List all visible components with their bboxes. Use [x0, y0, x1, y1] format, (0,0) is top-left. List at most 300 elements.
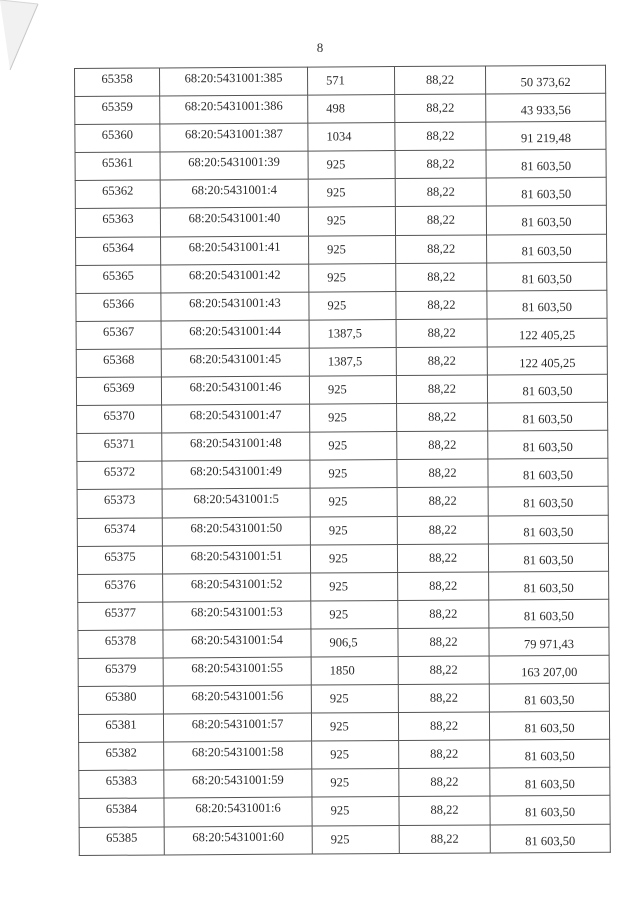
value-cell: [488, 459, 608, 488]
value-cell: [487, 346, 607, 375]
value-cell-text: 81 603,50: [522, 468, 574, 483]
area-cell: [311, 600, 398, 629]
value-cell-text: 43 933,56: [520, 103, 571, 118]
rate-cell: [396, 263, 487, 292]
cadastral-number-cell: [164, 797, 312, 826]
area-cell-text: 925: [327, 241, 346, 257]
row-number-cell: [77, 489, 162, 518]
table-row: [75, 150, 606, 181]
area-cell-text: 925: [326, 185, 346, 200]
table-row: [78, 571, 609, 602]
value-cell-text: 81 603,50: [523, 552, 574, 567]
value-cell-text: 79 971,43: [523, 636, 575, 652]
value-cell-text: 81 603,50: [524, 777, 575, 792]
area-cell: [307, 67, 394, 96]
value-cell: [487, 234, 607, 263]
rate-cell-text: 88,22: [427, 381, 457, 396]
value-cell-text: 81 603,50: [521, 271, 572, 286]
area-cell: [310, 460, 397, 489]
cadastral-number-cell: [160, 151, 308, 180]
cadastral-number-cell-text: 68:20:5431001:44: [189, 323, 281, 339]
cadastral-number-cell: [161, 236, 309, 265]
area-cell: [308, 95, 395, 124]
rate-cell-text: 88,22: [426, 128, 455, 144]
value-cell-text: 50 373,62: [520, 74, 571, 90]
rate-cell-text: 88,22: [428, 522, 457, 537]
value-cell-text: 81 603,50: [521, 215, 572, 230]
cadastral-number-cell-text: 68:20:5431001:40: [188, 211, 281, 226]
area-cell-text: 925: [329, 719, 349, 734]
area-cell: [308, 207, 395, 236]
rate-cell: [398, 684, 489, 713]
area-cell-text: 925: [330, 831, 350, 846]
row-number-cell: [76, 321, 161, 350]
rate-cell: [398, 656, 489, 685]
row-number-cell: [77, 461, 162, 490]
row-number-cell-text: 65368: [103, 352, 135, 367]
value-cell-text: 81 603,50: [525, 833, 576, 848]
table-row: [78, 655, 609, 686]
value-cell-text: 81 603,50: [524, 749, 575, 764]
cadastral-number-cell-text: 68:20:5431001:55: [191, 660, 284, 676]
row-number-cell: [79, 742, 164, 771]
area-cell: [311, 572, 398, 601]
rate-cell-text: 88,22: [427, 297, 456, 312]
rate-cell-text: 88,22: [425, 72, 455, 87]
area-cell: [309, 263, 396, 292]
table-row: [77, 543, 608, 574]
row-number-cell: [75, 124, 160, 153]
row-number-cell: [77, 546, 162, 575]
rate-cell: [396, 347, 487, 376]
area-cell-text: 925: [330, 747, 349, 762]
rate-cell: [397, 403, 488, 432]
value-cell-text: 81 603,50: [523, 608, 574, 624]
rate-cell-text: 88,22: [428, 409, 457, 424]
area-cell: [308, 179, 395, 208]
cadastral-number-cell-text: 68:20:5431001:52: [190, 576, 283, 591]
rate-cell-text: 88,22: [427, 325, 456, 340]
land-plot-table-body: [75, 65, 611, 855]
cadastral-number-cell-text: 68:20:5431001:386: [184, 98, 283, 114]
area-cell-text: 925: [329, 607, 349, 622]
cadastral-number-cell: [164, 741, 312, 770]
cadastral-number-cell: [163, 629, 311, 658]
value-cell-text: 81 603,50: [522, 440, 573, 455]
area-cell-text: 925: [328, 550, 348, 566]
row-number-cell-text: 65373: [103, 493, 136, 508]
cadastral-number-cell: [161, 292, 309, 321]
row-number-cell: [77, 433, 162, 462]
rate-cell-text: 88,22: [430, 803, 459, 818]
rate-cell: [395, 178, 486, 207]
area-cell-text: 925: [326, 213, 346, 228]
rate-cell: [395, 94, 486, 123]
table-row: [75, 121, 606, 152]
row-number-cell-text: 65385: [106, 830, 138, 845]
table-row: [79, 796, 610, 827]
value-cell: [486, 206, 606, 235]
row-number-cell-text: 65382: [105, 745, 137, 761]
row-number-cell-text: 65375: [104, 549, 136, 564]
table-row: [76, 290, 607, 321]
area-cell: [311, 685, 398, 714]
value-cell: [489, 599, 609, 628]
value-cell: [488, 487, 608, 516]
row-number-cell-text: 65364: [102, 240, 134, 255]
value-cell-text: 122 405,25: [519, 355, 576, 371]
cadastral-number-cell: [160, 179, 308, 208]
row-number-cell-text: 65380: [105, 689, 137, 704]
area-cell: [310, 516, 397, 545]
cadastral-number-cell-text: 68:20:5431001:54: [191, 632, 283, 648]
area-cell: [309, 291, 396, 320]
area-cell-text: 1034: [326, 129, 352, 144]
row-number-cell: [75, 152, 160, 181]
row-number-cell-text: 65369: [103, 380, 135, 395]
row-number-cell-text: 65378: [104, 633, 137, 648]
cadastral-number-cell-text: 68:20:5431001:43: [189, 295, 281, 311]
value-cell: [489, 683, 609, 712]
area-cell: [312, 825, 399, 854]
row-number-cell-text: 65358: [101, 71, 133, 86]
area-cell: [308, 123, 395, 152]
value-cell: [487, 318, 607, 347]
value-cell-text: 81 603,50: [523, 580, 574, 595]
value-cell: [489, 571, 609, 600]
value-cell: [486, 150, 606, 179]
row-number-cell: [78, 714, 163, 743]
rate-cell-text: 88,22: [430, 831, 459, 846]
cadastral-number-cell: [162, 404, 310, 433]
area-cell-text: 925: [327, 269, 347, 285]
area-cell-text: 925: [328, 522, 348, 537]
rate-cell: [399, 825, 490, 854]
value-cell: [488, 515, 608, 544]
rate-cell: [399, 740, 490, 769]
row-number-cell: [76, 377, 161, 406]
row-number-cell: [77, 405, 162, 434]
row-number-cell: [75, 96, 160, 125]
cadastral-number-cell-text: 68:20:5431001:41: [188, 239, 281, 254]
row-number-cell-text: 65383: [105, 773, 138, 789]
rate-cell: [398, 572, 489, 601]
rate-cell: [399, 768, 490, 797]
cadastral-number-cell-text: 68:20:5431001:39: [188, 155, 280, 170]
row-number-cell-text: 65376: [104, 577, 136, 592]
rate-cell: [395, 206, 486, 235]
cadastral-number-cell-text: 68:20:5431001:59: [191, 773, 284, 788]
rate-cell: [398, 628, 489, 657]
rate-cell: [395, 150, 486, 179]
table-row: [76, 318, 607, 349]
rate-cell-text: 88,22: [430, 746, 459, 762]
value-cell: [488, 543, 608, 572]
row-number-cell: [75, 208, 160, 237]
table-row: [79, 768, 610, 799]
row-number-cell: [76, 349, 161, 378]
row-number-cell: [75, 68, 160, 97]
table-row: [77, 487, 608, 518]
area-cell: [310, 432, 397, 461]
cadastral-number-cell-text: 68:20:5431001:5: [193, 492, 279, 507]
row-number-cell-text: 65374: [104, 521, 136, 536]
row-number-cell-text: 65367: [102, 324, 135, 339]
rate-cell-text: 88,22: [426, 213, 456, 228]
rate-cell-text: 88,22: [428, 465, 457, 481]
value-cell: [490, 796, 610, 825]
row-number-cell: [79, 826, 164, 855]
row-number-cell-text: 65361: [101, 155, 134, 171]
row-number-cell: [77, 517, 162, 546]
row-number-cell: [79, 770, 164, 799]
row-number-cell: [78, 630, 163, 659]
cadastral-number-cell: [162, 432, 310, 461]
value-cell: [485, 65, 605, 94]
table-row: [76, 262, 607, 293]
area-cell: [309, 235, 396, 264]
cadastral-number-cell: [162, 545, 310, 574]
rate-cell: [397, 515, 488, 544]
area-cell-text: 1387,5: [327, 326, 363, 341]
value-cell-text: 163 207,00: [521, 664, 578, 680]
cadastral-number-cell: [160, 208, 308, 237]
cadastral-number-cell: [161, 376, 309, 405]
rate-cell-text: 88,22: [427, 353, 456, 368]
rate-cell-text: 88,22: [429, 690, 458, 705]
value-cell: [487, 262, 607, 291]
table-row: [75, 178, 606, 209]
value-cell-text: 81 603,50: [522, 383, 573, 399]
area-cell: [311, 628, 398, 657]
row-number-cell-text: 65372: [103, 464, 136, 480]
table-row: [76, 346, 607, 377]
row-number-cell: [79, 798, 164, 827]
value-cell: [486, 121, 606, 150]
cadastral-number-cell-text: 68:20:5431001:50: [190, 520, 283, 535]
cadastral-number-cell: [164, 769, 312, 798]
value-cell-text: 122 405,25: [518, 327, 576, 343]
rate-cell-text: 88,22: [430, 775, 459, 790]
row-number-cell-text: 65379: [105, 661, 137, 676]
table-row: [78, 683, 609, 714]
rate-cell-text: 88,22: [429, 634, 458, 649]
cadastral-number-cell-text: 68:20:5431001:46: [189, 379, 282, 395]
row-number-cell: [78, 574, 163, 603]
table-row: [77, 459, 608, 490]
area-cell-text: 498: [326, 101, 346, 116]
row-number-cell: [78, 686, 163, 715]
value-cell-text: 81 603,50: [521, 243, 572, 258]
table-row: [77, 402, 608, 433]
rate-cell: [396, 319, 487, 348]
area-cell: [311, 713, 398, 742]
area-cell: [311, 656, 398, 685]
row-number-cell: [76, 237, 161, 266]
row-number-cell-text: 65363: [102, 212, 134, 227]
row-number-cell-text: 65362: [102, 184, 134, 199]
cadastral-number-cell-text: 68:20:5431001:56: [191, 688, 284, 704]
page-number: 8: [316, 40, 324, 55]
rate-cell: [398, 712, 489, 741]
cadastral-number-cell: [164, 826, 312, 855]
table-row: [77, 430, 608, 461]
row-number-cell: [75, 180, 160, 209]
rate-cell-text: 88,22: [427, 269, 456, 284]
area-cell: [309, 347, 396, 376]
area-cell-text: 571: [326, 73, 345, 88]
rate-cell: [394, 66, 485, 95]
value-cell-text: 81 603,50: [521, 299, 573, 315]
rate-cell: [396, 291, 487, 320]
cadastral-number-cell: [161, 348, 309, 377]
value-cell: [487, 290, 607, 319]
rate-cell: [395, 122, 486, 151]
value-cell: [486, 178, 606, 207]
table-row: [78, 711, 609, 742]
rate-cell: [397, 487, 488, 516]
value-cell-text: 81 603,50: [521, 159, 572, 174]
row-number-cell-text: 65365: [102, 268, 134, 283]
value-cell: [489, 711, 609, 740]
row-number-cell-text: 65377: [104, 605, 136, 620]
value-cell: [488, 430, 608, 459]
cadastral-number-cell: [163, 601, 311, 630]
rate-cell: [396, 375, 487, 404]
area-cell-text: 925: [330, 775, 350, 790]
area-cell-text: 906,5: [329, 635, 358, 650]
rate-cell-text: 88,22: [427, 241, 456, 256]
row-number-cell-text: 65359: [101, 99, 133, 114]
area-cell-text: 925: [330, 803, 350, 818]
area-cell-text: 925: [328, 494, 348, 509]
rate-cell-text: 88,22: [428, 437, 457, 453]
cadastral-number-cell-text: 68:20:5431001:49: [190, 464, 282, 479]
value-cell-text: 81 603,50: [523, 496, 574, 511]
row-number-cell-text: 65370: [103, 408, 135, 423]
area-cell-text: 925: [326, 157, 346, 172]
value-cell-text: 81 603,50: [522, 412, 573, 427]
rate-cell: [399, 796, 490, 825]
value-cell: [487, 374, 607, 403]
cadastral-number-cell: [160, 67, 308, 96]
area-cell-text: 925: [329, 579, 348, 594]
rate-cell: [397, 544, 488, 573]
area-cell-text: 1387,5: [327, 354, 363, 369]
area-cell: [312, 797, 399, 826]
value-cell-text: 91 219,48: [520, 131, 571, 146]
cadastral-number-cell: [162, 517, 310, 546]
area-cell: [310, 544, 397, 573]
row-number-cell: [78, 602, 163, 631]
table-row: [76, 234, 607, 265]
cadastral-number-cell: [163, 713, 311, 742]
rate-cell-text: 88,22: [429, 578, 458, 593]
area-cell: [309, 319, 396, 348]
cadastral-number-cell: [163, 573, 311, 602]
cadastral-number-cell-text: 68:20:5431001:58: [191, 744, 284, 760]
area-cell: [310, 488, 397, 517]
cadastral-number-cell-text: 68:20:5431001:47: [189, 407, 282, 423]
value-cell-text: 81 603,50: [524, 721, 575, 736]
rate-cell-text: 88,22: [429, 718, 459, 733]
rate-cell-text: 88,22: [426, 185, 455, 200]
value-cell: [490, 824, 610, 853]
area-cell: [309, 376, 396, 405]
cadastral-number-cell-text: 68:20:5431001:60: [192, 829, 285, 844]
cadastral-number-cell: [160, 95, 308, 124]
table-row: [79, 824, 610, 855]
cadastral-number-cell: [163, 685, 311, 714]
row-number-cell-text: 65360: [101, 127, 134, 143]
row-number-cell-text: 65366: [102, 296, 135, 311]
area-cell-text: 925: [328, 410, 347, 425]
area-cell-text: 1850: [329, 663, 355, 678]
table-row: [79, 739, 610, 770]
rate-cell: [397, 459, 488, 488]
value-cell-text: 81 603,50: [521, 187, 572, 202]
value-cell: [490, 768, 610, 797]
table-row: [77, 515, 608, 546]
table-row: [75, 206, 606, 237]
cadastral-number-cell-text: 68:20:5431001:387: [184, 126, 283, 142]
rate-cell: [396, 235, 487, 264]
cadastral-number-cell-text: 68:20:5431001:45: [189, 351, 282, 367]
cadastral-number-cell-text: 68:20:5431001:42: [188, 267, 281, 282]
value-cell-text: 81 603,50: [523, 524, 574, 539]
value-cell: [490, 739, 610, 768]
cadastral-number-cell-text: 68:20:5431001:48: [189, 435, 282, 451]
cadastral-number-cell: [161, 264, 309, 293]
row-number-cell-text: 65381: [105, 717, 137, 732]
row-number-cell: [76, 265, 161, 294]
table-row: [78, 599, 609, 630]
rate-cell: [398, 600, 489, 629]
cadastral-number-cell-text: 68:20:5431001:4: [191, 183, 277, 198]
rate-cell-text: 88,22: [429, 606, 458, 621]
value-cell: [489, 655, 609, 684]
rate-cell-text: 88,22: [426, 156, 455, 172]
land-plot-table: [74, 65, 611, 856]
row-number-cell-text: 65371: [103, 436, 135, 452]
row-number-cell: [76, 293, 161, 322]
cadastral-number-cell-text: 68:20:5431001:6: [195, 801, 281, 816]
area-cell: [308, 151, 395, 180]
area-cell-text: 925: [327, 298, 347, 313]
area-cell: [312, 741, 399, 770]
value-cell: [489, 627, 609, 656]
table-row: [75, 65, 606, 96]
table-row: [76, 374, 607, 405]
row-number-cell: [78, 658, 163, 687]
cadastral-number-cell-text: 68:20:5431001:51: [190, 548, 283, 563]
cadastral-number-cell-text: 68:20:5431001:57: [191, 716, 284, 732]
rate-cell-text: 88,22: [426, 100, 455, 115]
area-cell: [312, 769, 399, 798]
table-row: [78, 627, 609, 658]
table-row: [75, 93, 606, 124]
area-cell-text: 925: [329, 691, 349, 706]
rate-cell: [397, 431, 488, 460]
cadastral-number-cell: [163, 657, 311, 686]
value-cell-text: 81 603,50: [525, 805, 576, 820]
value-cell: [486, 93, 606, 122]
area-cell-text: 925: [328, 466, 348, 481]
value-cell-text: 81 603,50: [524, 693, 575, 708]
value-cell: [488, 402, 608, 431]
rate-cell-text: 88,22: [429, 662, 458, 677]
rate-cell-text: 88,22: [428, 550, 458, 565]
